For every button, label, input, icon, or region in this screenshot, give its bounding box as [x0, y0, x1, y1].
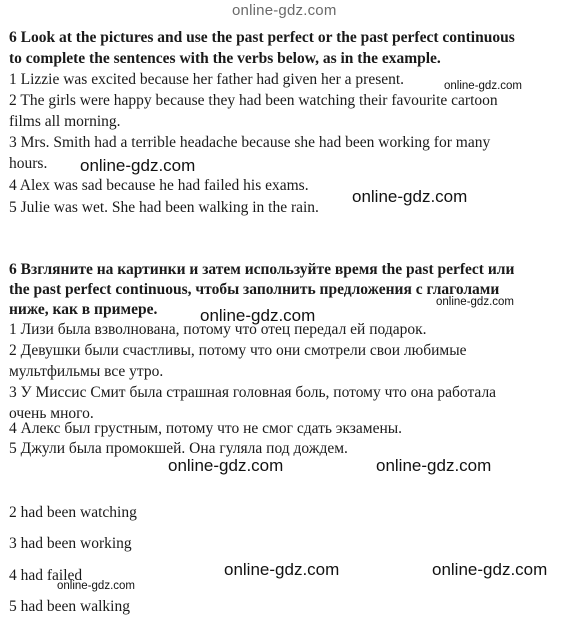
exercise-heading-en-line2: to complete the sentences with the verbs below, as in the example. — [9, 50, 441, 67]
watermark: online-gdz.com — [444, 80, 522, 92]
watermark: online-gdz.com — [168, 456, 284, 475]
sentence-4-ru: 4 Алекс был грустным, потому что не смог сдать экзамены. — [9, 420, 403, 437]
exercise-heading-ru-line3: ниже, как в примере. — [9, 301, 158, 318]
answer-3: 3 had been working — [9, 535, 132, 552]
sentence-2-ru: 2 Девушки были счастливы, потому что они смотрели свои любимые — [9, 342, 467, 359]
sentence-1-en: 1 Lizzie was excited because her father had given her a present. — [9, 71, 405, 88]
sentence-3-en-cont: hours. — [9, 155, 48, 172]
exercise-heading-en-line1: 6 Look at the pictures and use the past perfect or the past perfect continuous — [9, 29, 515, 46]
sentence-5-en: 5 Julie was wet. She had been walking in the rain. — [9, 199, 319, 216]
watermark: online-gdz.com — [436, 296, 514, 308]
sentence-3-ru: 3 У Миссис Смит была страшная головная боль, потому что она работала — [9, 384, 497, 401]
sentence-2-en: 2 The girls were happy because they had been watching their favourite cartoon — [9, 92, 498, 109]
watermark: online-gdz.com — [80, 156, 196, 175]
watermark: online-gdz.com — [352, 187, 468, 206]
watermark: online-gdz.com — [224, 560, 340, 579]
sentence-3-en: 3 Mrs. Smith had a terrible headache because she had been working for many — [9, 134, 491, 151]
answer-2: 2 had been watching — [9, 504, 137, 521]
watermark: online-gdz.com — [376, 456, 492, 475]
exercise-heading-ru-line1: 6 Взгляните на картинки и затем используйте время the past perfect или — [9, 261, 515, 278]
exercise-heading-ru-line2: the past perfect continuous, чтобы заполнить предложения с глаголами — [9, 281, 500, 298]
answer-4: 4 had failed — [9, 567, 83, 584]
watermark: online-gdz.com — [432, 560, 548, 579]
sentence-3-ru-cont: очень много. — [9, 405, 94, 422]
sentence-2-ru-cont: мультфильмы все утро. — [9, 363, 164, 380]
watermark: online-gdz.com — [200, 306, 316, 325]
watermark: online-gdz.com — [57, 580, 135, 592]
sentence-1-ru: 1 Лизи была взволнована, потому что отец передал ей подарок. — [9, 321, 427, 338]
sentence-2-en-cont: films all morning. — [9, 113, 121, 130]
watermark-top: online-gdz.com — [232, 2, 337, 19]
answer-5: 5 had been walking — [9, 598, 130, 615]
sentence-5-ru: 5 Джули была промокшей. Она гуляла под дождем. — [9, 440, 348, 457]
sentence-4-en: 4 Alex was sad because he had failed his exams. — [9, 177, 309, 194]
